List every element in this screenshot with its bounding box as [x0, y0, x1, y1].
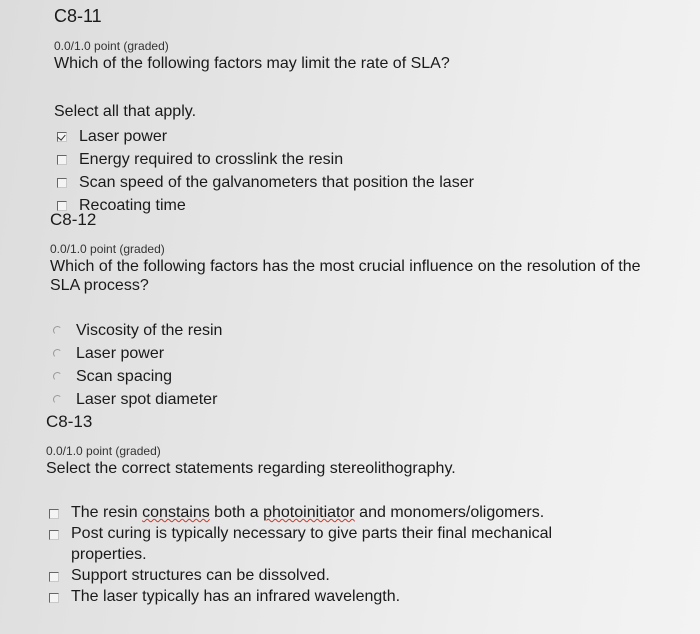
option-laser-power[interactable]: [50, 342, 650, 365]
points-label: 0.0/1.0 point (graded): [50, 242, 165, 256]
option-infrared-wavelength[interactable]: [46, 586, 646, 607]
option-label: Viscosity of the resin: [76, 322, 223, 339]
option-laser-power[interactable]: [54, 125, 654, 148]
option-label: Laser spot diameter: [76, 391, 218, 408]
spellcheck-word: constains: [142, 504, 210, 521]
option-viscosity[interactable]: [50, 319, 650, 342]
checkbox[interactable]: [57, 201, 67, 211]
points-label: 0.0/1.0 point (graded): [54, 39, 169, 53]
option-label: Support structures can be dissolved.: [71, 567, 330, 584]
option-label: Laser power: [76, 345, 165, 362]
radio-button[interactable]: [53, 326, 62, 335]
checkbox[interactable]: [49, 593, 59, 603]
radio-options: [50, 319, 650, 411]
question-number: C8-12: [50, 210, 97, 229]
question-c8-13: [46, 412, 646, 607]
checkbox-options: [46, 502, 646, 607]
option-resin-contains[interactable]: [46, 502, 646, 523]
spellcheck-word: photoinitiator: [263, 504, 355, 521]
radio-button[interactable]: [53, 372, 62, 381]
checkbox[interactable]: [57, 155, 67, 165]
option-scan-speed[interactable]: [54, 171, 654, 194]
option-label: Scan spacing: [76, 368, 173, 385]
question-c8-11: [54, 6, 654, 217]
checkbox[interactable]: [57, 178, 67, 188]
question-text: Which of the following factors has the most crucial influence on the resolution of the SLA process?: [50, 258, 641, 294]
instruction-text: Select all that apply.: [54, 103, 197, 120]
radio-button[interactable]: [53, 395, 62, 404]
option-energy-crosslink[interactable]: [54, 148, 654, 171]
question-text: Which of the following factors may limit the rate of SLA?: [54, 55, 450, 72]
points-label: 0.0/1.0 point (graded): [46, 444, 161, 458]
option-label: The laser typically has an infrared wavelength.: [71, 588, 401, 605]
checkbox[interactable]: [49, 530, 59, 540]
question-text: Select the correct statements regarding stereolithography.: [46, 460, 456, 477]
question-number: C8-11: [54, 6, 102, 26]
radio-button[interactable]: [53, 349, 62, 358]
question-number: C8-13: [46, 412, 93, 431]
checkbox[interactable]: [49, 572, 59, 582]
option-label: Energy required to crosslink the resin: [79, 151, 344, 168]
checkbox-checked[interactable]: [57, 132, 67, 142]
option-label: Post curing is typically necessary to give parts their final mechanical properties.: [71, 525, 553, 563]
question-c8-12: [50, 210, 650, 411]
checkbox-options: [54, 125, 654, 217]
option-label: Scan speed of the galvanometers that position the laser: [79, 174, 474, 191]
option-scan-spacing[interactable]: [50, 365, 650, 388]
option-label: Laser power: [79, 128, 168, 145]
option-spot-diameter[interactable]: [50, 388, 650, 411]
option-label: Recoating time: [79, 197, 186, 214]
option-label: The resin constains both a photoinitiator and monomers/oligomers.: [71, 504, 545, 521]
checkbox[interactable]: [49, 509, 59, 519]
option-post-curing[interactable]: [46, 523, 646, 565]
option-support-structures[interactable]: [46, 565, 646, 586]
